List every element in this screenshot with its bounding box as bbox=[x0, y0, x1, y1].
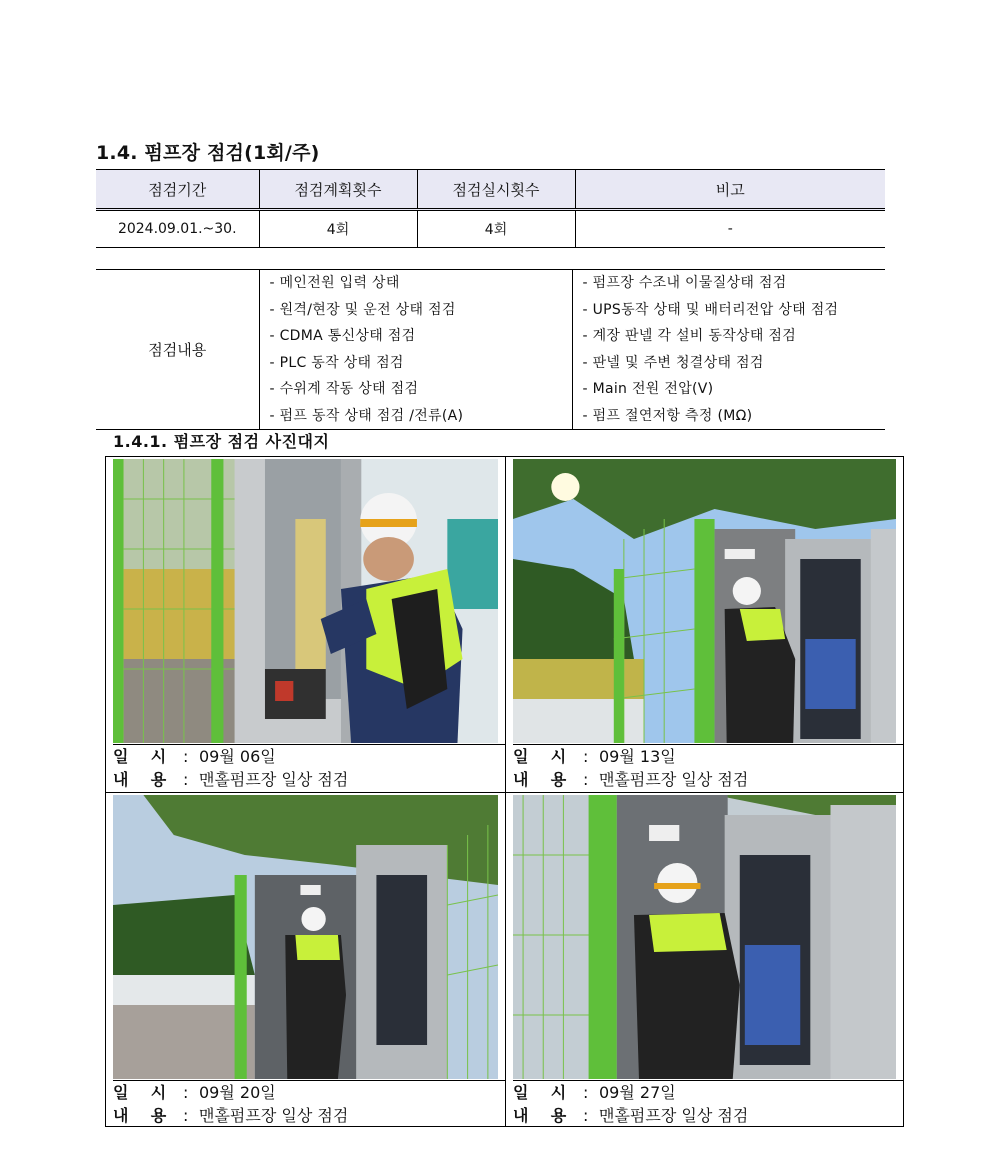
inspection-photo-2 bbox=[513, 459, 896, 743]
photo-caption-4: 일 시 : 09월 27일 내 용 : 맨홀펌프장 일상 점검 bbox=[513, 1080, 903, 1127]
date-key: 일 시 bbox=[513, 747, 567, 766]
summary-header-row bbox=[96, 170, 885, 210]
date-value: 09월 13일 bbox=[599, 747, 676, 766]
date-value: 09월 20일 bbox=[199, 1083, 276, 1102]
photo-cell-4 bbox=[505, 792, 903, 1126]
content-value: 맨홀펌프장 일상 점검 bbox=[199, 1106, 349, 1125]
date-key: 일 시 bbox=[113, 747, 167, 766]
list-item: - CDMA 통신상태 점검 bbox=[269, 328, 416, 344]
photo-caption-2: 일 시 : 09월 13일 내 용 : 맨홀펌프장 일상 점검 bbox=[513, 744, 903, 791]
list-item: - 펌프 동작 상태 점검 /전류(A) bbox=[269, 407, 464, 424]
content-label: 점검내용 bbox=[96, 270, 259, 430]
photo-cell-1 bbox=[106, 457, 505, 792]
content-right-column bbox=[572, 270, 885, 430]
inspection-content-table bbox=[96, 269, 885, 430]
photo-grid bbox=[105, 456, 904, 1127]
summary-table bbox=[96, 169, 885, 248]
content-key: 내 용 bbox=[513, 1106, 567, 1125]
header-performed: 점검실시횟수 bbox=[417, 170, 575, 210]
list-item: - 펌프장 수조내 이물질상태 점검 bbox=[582, 275, 787, 291]
photo-cell-2 bbox=[505, 457, 903, 792]
content-value: 맨홀펌프장 일상 점검 bbox=[599, 1106, 749, 1125]
photo-caption-1: 일 시 : 09월 06일 내 용 : 맨홀펌프장 일상 점검 bbox=[113, 744, 505, 791]
list-item: - 계장 판넬 각 설비 동작상태 점검 bbox=[582, 328, 797, 344]
date-value: 09월 27일 bbox=[599, 1083, 676, 1102]
inspection-photo-1 bbox=[113, 459, 498, 743]
list-item: - UPS동작 상태 및 배터리전압 상태 점검 bbox=[582, 301, 839, 318]
cell-remarks: - bbox=[575, 210, 885, 248]
header-planned: 점검계획횟수 bbox=[259, 170, 417, 210]
cell-period: 2024.09.01.~30. bbox=[96, 210, 259, 248]
content-left-column bbox=[259, 270, 572, 430]
inspection-photo-3 bbox=[113, 795, 498, 1079]
content-key: 내 용 bbox=[113, 1106, 167, 1125]
content-key: 내 용 bbox=[113, 770, 167, 789]
content-key: 내 용 bbox=[513, 770, 567, 789]
date-value: 09월 06일 bbox=[199, 747, 276, 766]
list-item: - Main 전원 전압(V) bbox=[582, 381, 714, 397]
list-item: - 판넬 및 주변 청결상태 점검 bbox=[582, 354, 764, 371]
cell-performed: 4회 bbox=[417, 210, 575, 248]
photo-cell-3 bbox=[106, 792, 505, 1126]
content-value: 맨홀펌프장 일상 점검 bbox=[199, 770, 349, 789]
date-key: 일 시 bbox=[513, 1083, 567, 1102]
content-value: 맨홀펌프장 일상 점검 bbox=[599, 770, 749, 789]
header-period: 점검기간 bbox=[96, 170, 259, 210]
cell-planned: 4회 bbox=[259, 210, 417, 248]
list-item: - 원격/현장 및 운전 상태 점검 bbox=[269, 301, 456, 318]
list-item: - 펌프 절연저항 측정 (MΩ) bbox=[582, 407, 753, 424]
photo-section-title: 1.4.1. 펌프장 점검 사진대지 bbox=[113, 432, 330, 451]
list-item: - 메인전원 입력 상태 bbox=[269, 275, 400, 291]
date-key: 일 시 bbox=[113, 1083, 167, 1102]
summary-data-row bbox=[96, 210, 885, 248]
photo-caption-3: 일 시 : 09월 20일 내 용 : 맨홀펌프장 일상 점검 bbox=[113, 1080, 505, 1127]
list-item: - PLC 동작 상태 점검 bbox=[269, 354, 404, 371]
page-title: 1.4. 펌프장 점검(1회/주) bbox=[96, 142, 320, 164]
inspection-photo-4 bbox=[513, 795, 896, 1079]
list-item: - 수위계 작동 상태 점검 bbox=[269, 381, 419, 397]
header-remarks: 비고 bbox=[575, 170, 885, 210]
